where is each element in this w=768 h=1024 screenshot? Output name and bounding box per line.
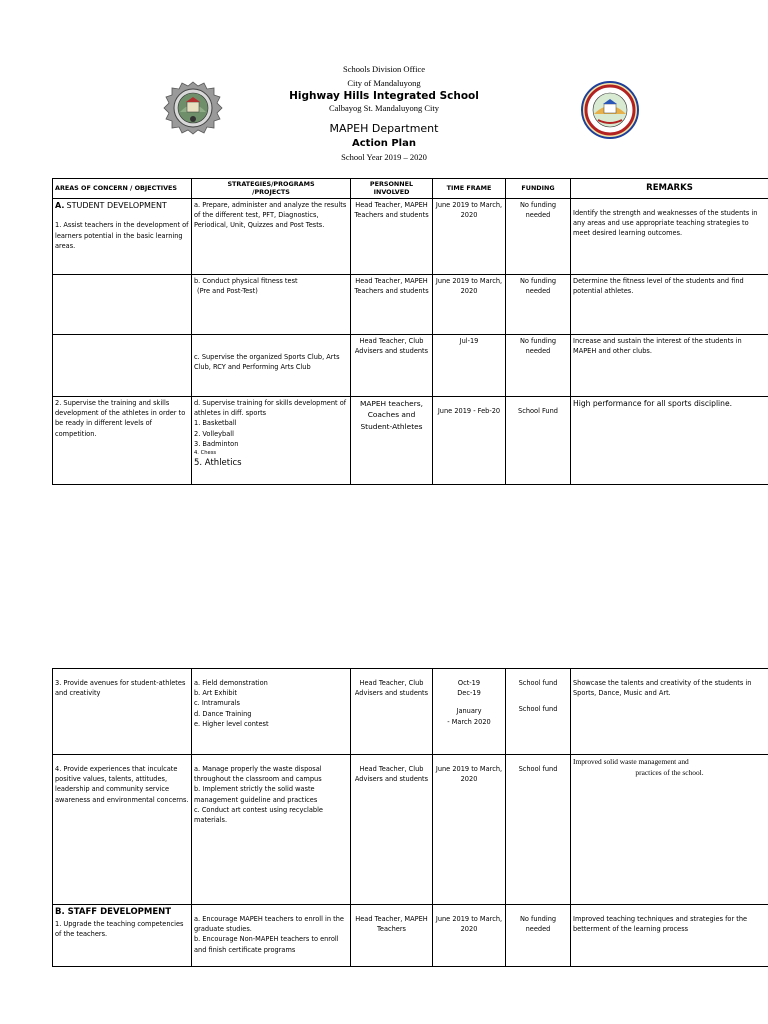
action-plan-table-continued [52, 668, 768, 967]
column-header-remarks: REMARKS [571, 179, 768, 199]
column-header-funding: FUNDING [506, 179, 571, 199]
strategy-cell: a. Prepare, administer and analyze the results of the different test, PFT, Diagnostics, Periodical, Unit, Quizzes and Post Tests. [192, 199, 351, 275]
time-frame-cell: June 2019 to March, 2020 [433, 199, 506, 275]
objective-cell: B. STAFF DEVELOPMENT 1. Upgrade the teaching competencies of the teachers. [53, 905, 192, 967]
column-header-strategies: STRATEGIES/PROGRAMS /PROJECTS [192, 179, 351, 199]
personnel-cell: Head Teacher, MAPEH Teachers and students [351, 199, 433, 275]
personnel-cell: MAPEH teachers, Coaches and Student-Athletes [351, 397, 433, 485]
document-title: Action Plan [352, 138, 416, 149]
strategy-cell: c. Supervise the organized Sports Club, Arts Club, RCY and Performing Arts Club [192, 335, 351, 397]
remarks-cell: Determine the fitness level of the students and find potential athletes. [571, 275, 768, 335]
action-plan-table [52, 178, 768, 485]
time-frame-cell: Jul-19 [433, 335, 506, 397]
school-year: School Year 2019 – 2020 [341, 152, 427, 162]
objective-cell: A. STUDENT DEVELOPMENT 1. Assist teachers in the development of learners potential in the basic learning areas. [53, 199, 192, 275]
office-name: Schools Division Office [342, 64, 425, 74]
objective-cell: 3. Provide avenues for student-athletes and creativity [53, 669, 192, 755]
remarks-cell: High performance for all sports discipline. [571, 397, 768, 485]
time-frame-cell: June 2019 to March, 2020 [433, 755, 506, 905]
remarks-cell: Improved teaching techniques and strategies for the betterment of the learning process [571, 905, 768, 967]
remarks-cell: Increase and sustain the interest of the students in MAPEH and other clubs. [571, 335, 768, 397]
school-name: Highway Hills Integrated School [289, 90, 479, 102]
objective-cell [53, 335, 192, 397]
strategy-cell: a. Manage properly the waste disposal throughout the classroom and campus b. Implement strictly the solid waste management guideline and practices c. Conduct art contest using recyclable materials. [192, 755, 351, 905]
time-frame-cell: June 2019 - Feb-20 [433, 397, 506, 485]
personnel-cell: Head Teacher, MAPEH Teachers and students [351, 275, 433, 335]
table-row [53, 275, 768, 335]
school-address: Calbayog St. Mandaluyong City [328, 103, 440, 113]
table-row [53, 397, 768, 485]
column-header-areas: AREAS OF CONCERN / OBJECTIVES [53, 179, 192, 199]
objective-cell: 2. Supervise the training and skills development of the athletes in order to be ready in different levels of competition. [53, 397, 192, 485]
strategy-cell: a. Encourage MAPEH teachers to enroll in the graduate studies. b. Encourage Non-MAPEH teachers to enroll and finish certificate programs [192, 905, 351, 967]
funding-cell: No funding needed [506, 199, 571, 275]
personnel-cell: Head Teacher, Club Advisers and students [351, 755, 433, 905]
funding-cell: School fund [506, 755, 571, 905]
table-row [53, 199, 768, 275]
table-row [53, 905, 768, 967]
funding-cell: School fund School fund [506, 669, 571, 755]
time-frame-cell: June 2019 to March, 2020 [433, 275, 506, 335]
funding-cell: No funding needed [506, 275, 571, 335]
strategy-cell: d. Supervise training for skills development of athletes in diff. sports 1. Basketball 2. Volleyball 3. Badminton 4. Chess 5. Athletics [192, 397, 351, 485]
remarks-cell: Improved solid waste management and practices of the school. [571, 755, 768, 905]
department-title: MAPEH Department [329, 122, 439, 135]
column-header-personnel: PERSONNEL INVOLVED [351, 179, 433, 199]
funding-cell: No funding needed [506, 335, 571, 397]
table-row [53, 335, 768, 397]
table-row [53, 755, 768, 905]
funding-cell: No funding needed [506, 905, 571, 967]
personnel-cell: Head Teacher, Club Advisers and students [351, 335, 433, 397]
personnel-cell: Head Teacher, Club Advisers and students [351, 669, 433, 755]
funding-cell: School Fund [506, 397, 571, 485]
table-header-row [53, 179, 768, 199]
city-name: City of Mandaluyong [347, 78, 421, 88]
objective-cell [53, 275, 192, 335]
strategy-cell: a. Field demonstration b. Art Exhibit c. Intramurals d. Dance Training e. Higher level contest [192, 669, 351, 755]
personnel-cell: Head Teacher, MAPEH Teachers [351, 905, 433, 967]
column-header-time-frame: TIME FRAME [433, 179, 506, 199]
time-frame-cell: June 2019 to March, 2020 [433, 905, 506, 967]
objective-cell: 4. Provide experiences that inculcate positive values, talents, attitudes, leadership and community service awareness and environmental concerns. [53, 755, 192, 905]
strategy-cell: b. Conduct physical fitness test (Pre and Post-Test) [192, 275, 351, 335]
table-row [53, 669, 768, 755]
remarks-cell: Identify the strength and weaknesses of the students in any areas and use appropriate teaching strategies to meet desired learning outcomes. [571, 199, 768, 275]
time-frame-cell: Oct-19 Dec-19 January - March 2020 [433, 669, 506, 755]
remarks-cell: Showcase the talents and creativity of the students in Sports, Dance, Music and Art. [571, 669, 768, 755]
